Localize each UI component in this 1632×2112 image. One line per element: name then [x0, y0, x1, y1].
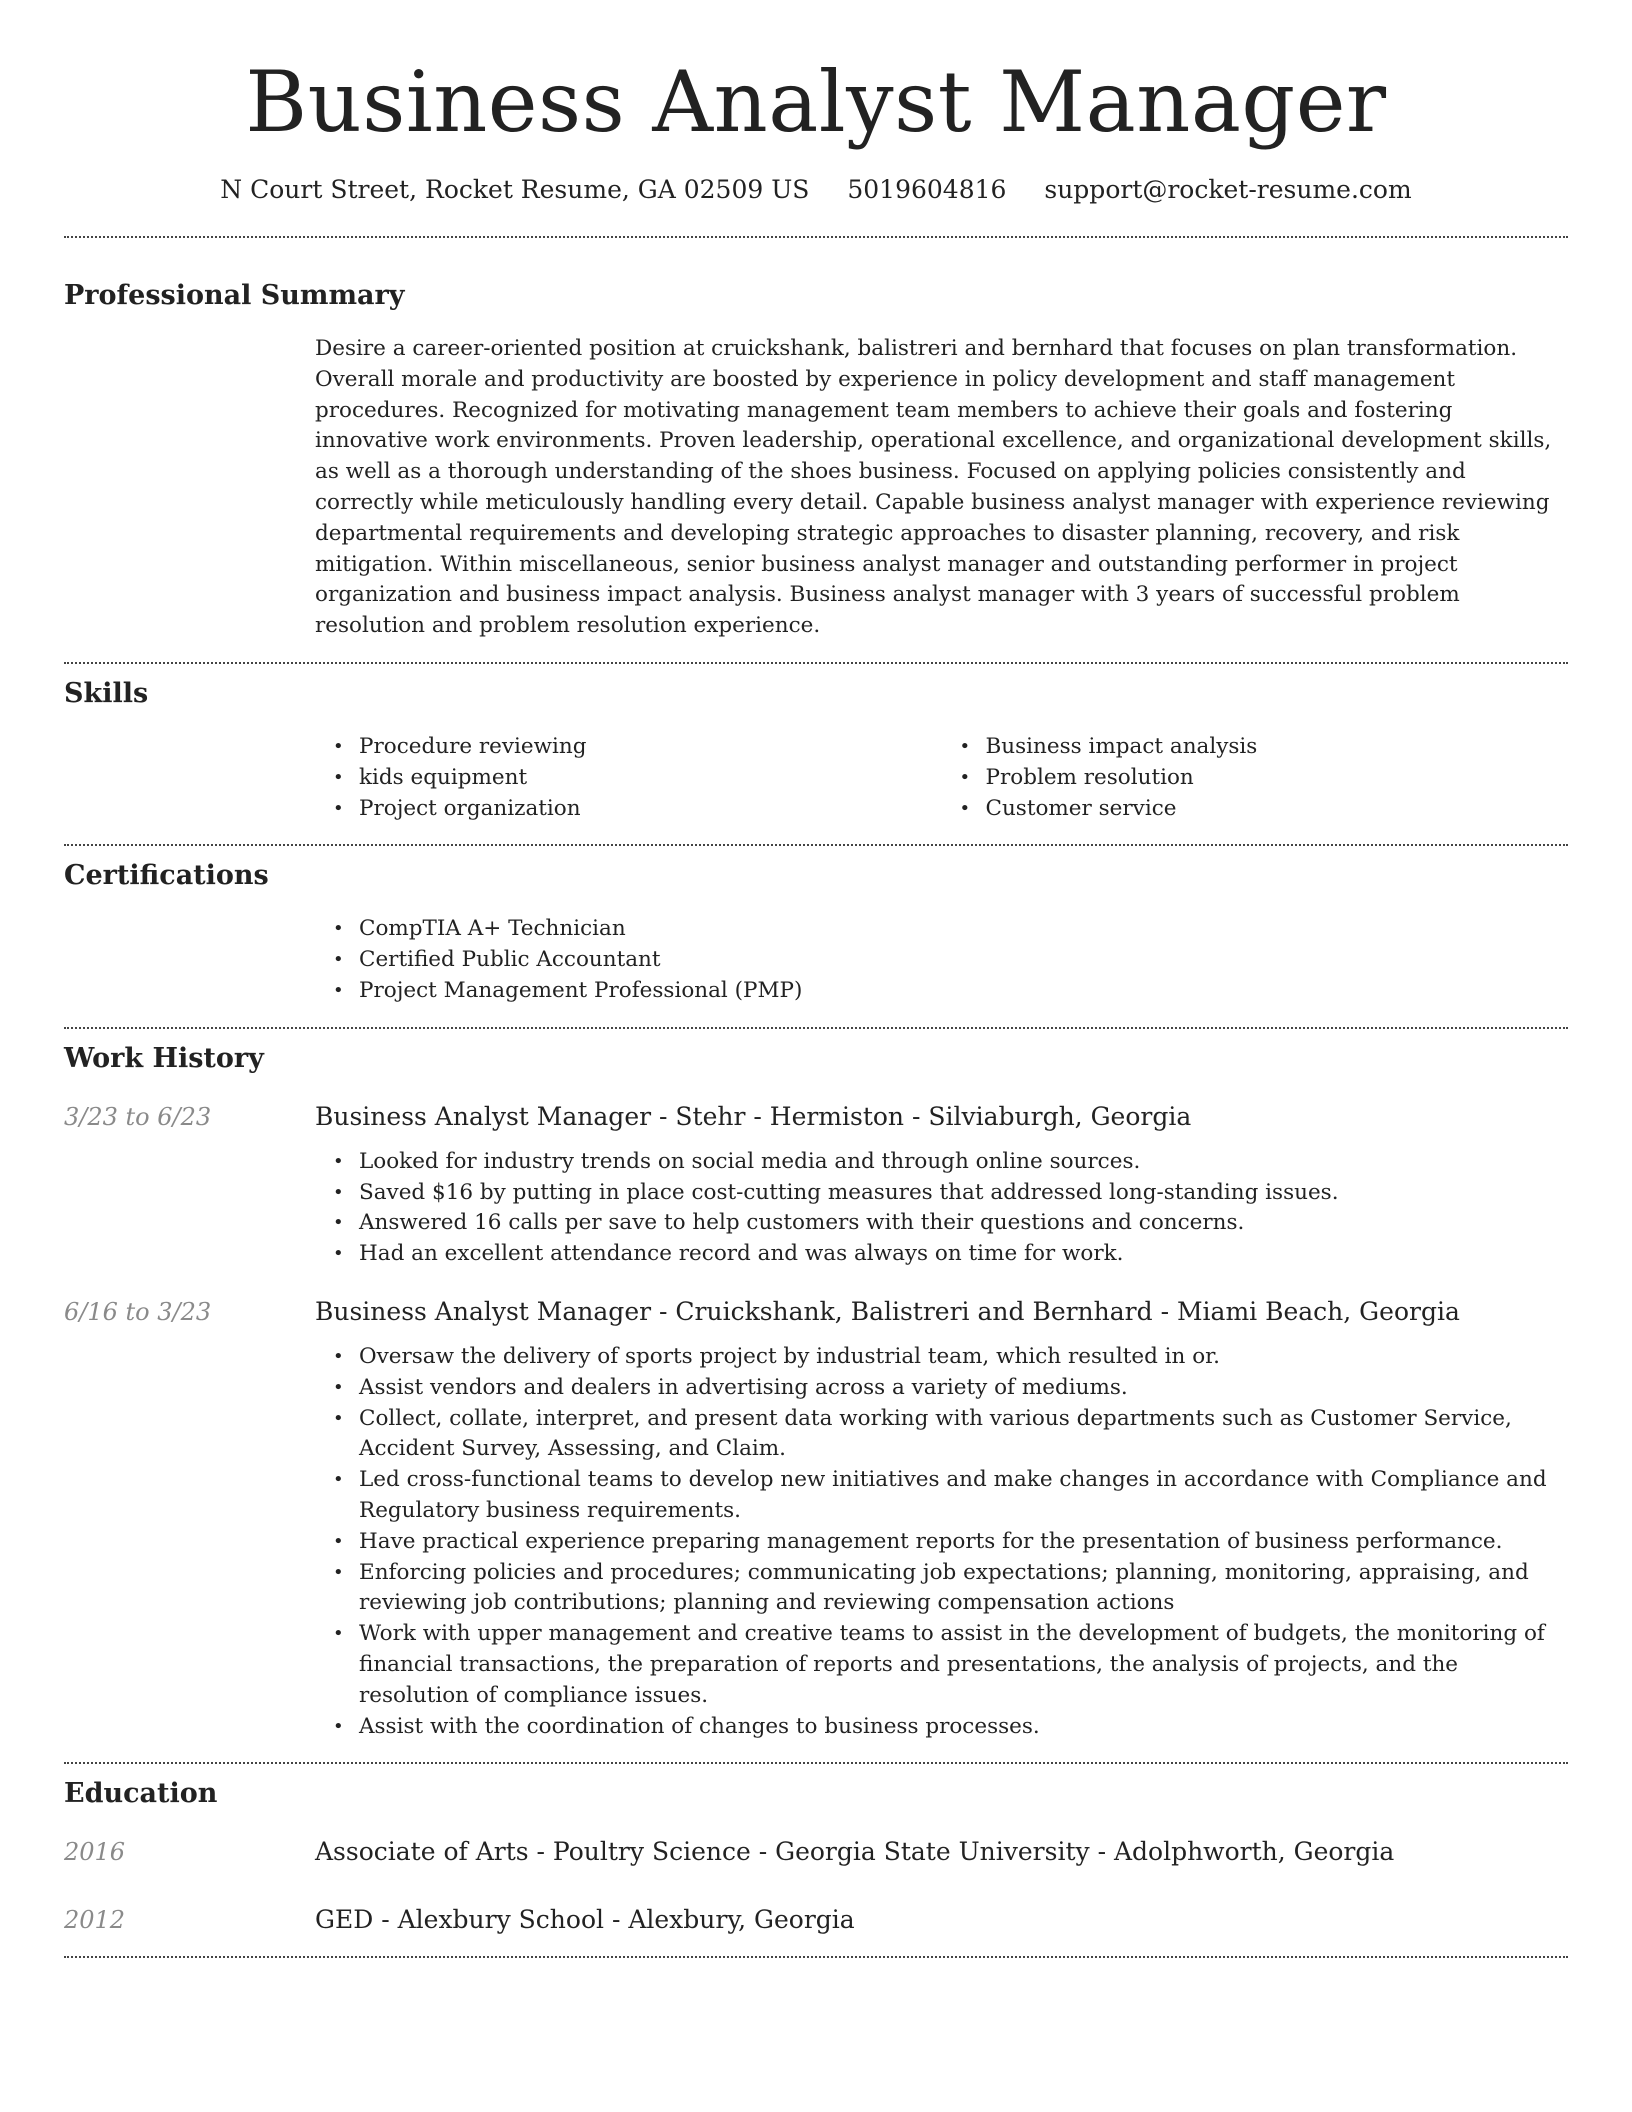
job-entry: [64, 1294, 1568, 1742]
job-dates: 3/23 to 6/23: [64, 1102, 212, 1131]
job-bullet: • Answered 16 calls per save to help customers with their questions and concerns.: [315, 1208, 1568, 1239]
job-bullet: • Led cross-functional teams to develop new initiatives and make changes in accordance with Compliance and Regulatory business requirements.: [315, 1465, 1568, 1527]
job-bullet: • Looked for industry trends on social media and through online sources.: [315, 1147, 1568, 1178]
job-title: Business Analyst Manager - Cruickshank, Balistreri and Bernhard - Miami Beach, Georgia: [315, 1296, 1460, 1326]
education-detail: Associate of Arts - Poultry Science - Georgia State University - Adolphworth, Georgia: [315, 1837, 1395, 1867]
skills-section: [64, 676, 1568, 824]
skill-item: • Project organization: [315, 794, 942, 825]
job-bullets: [315, 1342, 1568, 1742]
job-bullet: • Saved $16 by putting in place cost-cutting measures that addressed long-standing issues.: [315, 1178, 1568, 1209]
job-bullet: • Work with upper management and creative teams to assist in the development of budgets, the monitoring of financial transactions, the preparation of reports and presentations, the analysis of projects, and the resolution of compliance issues.: [315, 1619, 1568, 1711]
certifications-list: [315, 914, 1568, 1006]
job-bullet: • Oversaw the delivery of sports project by industrial team, which resulted in or.: [315, 1342, 1568, 1373]
job-bullet: • Assist vendors and dealers in advertising across a variety of mediums.: [315, 1373, 1568, 1404]
education-entry: [64, 1902, 1568, 1938]
work-history-section: [64, 1041, 1568, 1743]
resume-header: [64, 0, 1568, 208]
divider: [64, 1956, 1568, 1958]
job-bullet: • Enforcing policies and procedures; communicating job expectations; planning, monitoring, appraising, and reviewing job contributions; planning and reviewing compensation actions: [315, 1558, 1568, 1620]
contact-phone: 5019604816: [847, 175, 1007, 204]
candidate-name: Business Analyst Manager: [245, 53, 1387, 151]
skill-item: • Procedure reviewing: [315, 732, 942, 763]
skills-column-right: [942, 732, 1569, 824]
skills-heading: Skills: [64, 677, 149, 709]
job-dates: 6/16 to 3/23: [64, 1297, 212, 1326]
skills-list: [315, 732, 1568, 824]
divider: [64, 1027, 1568, 1029]
education-year: 2012: [64, 1906, 126, 1935]
summary-text: Desire a career-oriented position at cruickshank, balistreri and bernhard that focuses on plan transformation. Overall morale and productivity are boosted by experience in policy development and staff management procedures. Recognized for motivating management team members to achieve their goals and fostering innovative work environments. Proven leadership, operational excellence, and organizational development skills, as well as a thorough understanding of the shoes business. Focused on applying policies consistently and correctly while meticulously handling every detail. Capable business analyst manager with experience reviewing departmental requirements and developing strategic approaches to disaster planning, recovery, and risk mitigation. Within miscellaneous, senior business analyst manager and outstanding performer in project organization and business impact analysis. Business analyst manager with 3 years of successful problem resolution and problem resolution experience.: [315, 336, 1552, 639]
contact-address: N Court Street, Rocket Resume, GA 02509 US: [220, 175, 810, 204]
job-bullet: • Have practical experience preparing management reports for the presentation of business performance.: [315, 1527, 1568, 1558]
certification-item: • CompTIA A+ Technician: [315, 914, 1568, 945]
education-heading: Education: [64, 1778, 218, 1810]
job-bullet: • Had an excellent attendance record and was always on time for work.: [315, 1239, 1568, 1270]
job-bullets: [315, 1147, 1568, 1270]
skill-item: • Problem resolution: [942, 763, 1569, 794]
certifications-section: [64, 858, 1568, 1006]
job-bullet: • Collect, collate, interpret, and present data working with various departments such as Customer Service, Accident Survey, Assessing, and Claim.: [315, 1404, 1568, 1466]
education-entry: [64, 1834, 1568, 1870]
divider: [64, 662, 1568, 664]
skills-column-left: [315, 732, 942, 824]
education-section: [64, 1776, 1568, 1938]
education-detail: GED - Alexbury School - Alexbury, Georgia: [315, 1905, 855, 1935]
contact-email: support@rocket-resume.com: [1044, 175, 1412, 204]
summary-heading: Professional Summary: [64, 280, 405, 311]
education-year: 2016: [64, 1838, 126, 1867]
certification-item: • Project Management Professional (PMP): [315, 976, 1568, 1007]
skill-item: • Customer service: [942, 794, 1569, 825]
certification-item: • Certified Public Accountant: [315, 945, 1568, 976]
divider: [64, 1762, 1568, 1764]
job-bullet: • Assist with the coordination of changes to business processes.: [315, 1712, 1568, 1743]
summary-section: [64, 278, 1568, 642]
divider: [64, 236, 1568, 238]
work-history-heading: Work History: [64, 1042, 264, 1074]
skill-item: • kids equipment: [315, 763, 942, 794]
job-title: Business Analyst Manager - Stehr - Hermiston - Silviaburgh, Georgia: [315, 1101, 1192, 1131]
skill-item: • Business impact analysis: [942, 732, 1569, 763]
certifications-heading: Certifications: [64, 860, 269, 892]
divider: [64, 844, 1568, 846]
job-entry: [64, 1099, 1568, 1270]
contact-line: [64, 172, 1568, 208]
